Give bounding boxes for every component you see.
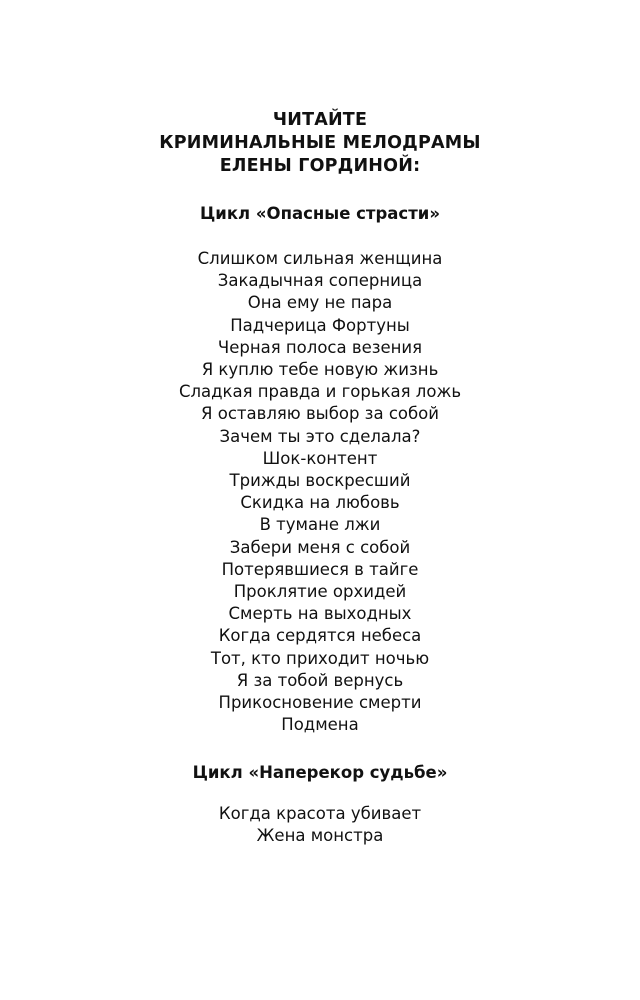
- cycle-section-against-fate: [0, 761, 640, 847]
- book-title: Падчерица Фортуны: [230, 315, 410, 335]
- book-title: Тот, кто приходит ночью: [210, 648, 430, 668]
- book-title: Зачем ты это сделала?: [219, 426, 421, 446]
- book-list: [0, 803, 640, 847]
- book-title: Она ему не пара: [247, 293, 393, 313]
- book-title: Скидка на любовь: [240, 493, 400, 513]
- book-title: Черная полоса везения: [217, 337, 423, 357]
- book-title: Потерявшиеся в тайге: [221, 559, 419, 579]
- book-title: Шок-контент: [262, 448, 378, 468]
- book-title: Прикосновение смерти: [218, 693, 422, 713]
- book-title: Когда красота убивает: [218, 804, 422, 823]
- heading-line: ЕЛЕНЫ ГОРДИНОЙ:: [219, 156, 421, 176]
- book-title: Забери меня с собой: [229, 537, 411, 557]
- heading-line: КРИМИНАЛЬНЫЕ МЕЛОДРАМЫ: [159, 133, 481, 153]
- book-title: Проклятие орхидей: [233, 582, 407, 602]
- book-title: Трижды воскресший: [229, 471, 411, 491]
- book-list: [0, 248, 640, 736]
- page-heading: [0, 109, 640, 178]
- book-title: Слишком сильная женщина: [197, 249, 443, 268]
- book-title: Подмена: [281, 715, 359, 735]
- book-title: Когда сердятся небеса: [218, 626, 422, 646]
- cycle-title: Цикл «Наперекор судьбе»: [192, 763, 448, 782]
- book-title: Жена монстра: [256, 826, 384, 846]
- book-title: Закадычная соперница: [217, 271, 423, 291]
- cycle-section-dangerous-passions: [0, 202, 640, 736]
- cycle-title: Цикл «Опасные страсти»: [199, 204, 440, 223]
- book-title: Я куплю тебе новую жизнь: [201, 360, 439, 380]
- book-title: Я оставляю выбор за собой: [201, 404, 439, 424]
- book-title: В тумане лжи: [259, 515, 381, 535]
- heading-line: ЧИТАЙТЕ: [272, 110, 368, 130]
- book-title: Смерть на выходных: [228, 604, 412, 624]
- book-title: Сладкая правда и горькая ложь: [178, 382, 462, 402]
- book-title: Я за тобой вернусь: [236, 670, 404, 690]
